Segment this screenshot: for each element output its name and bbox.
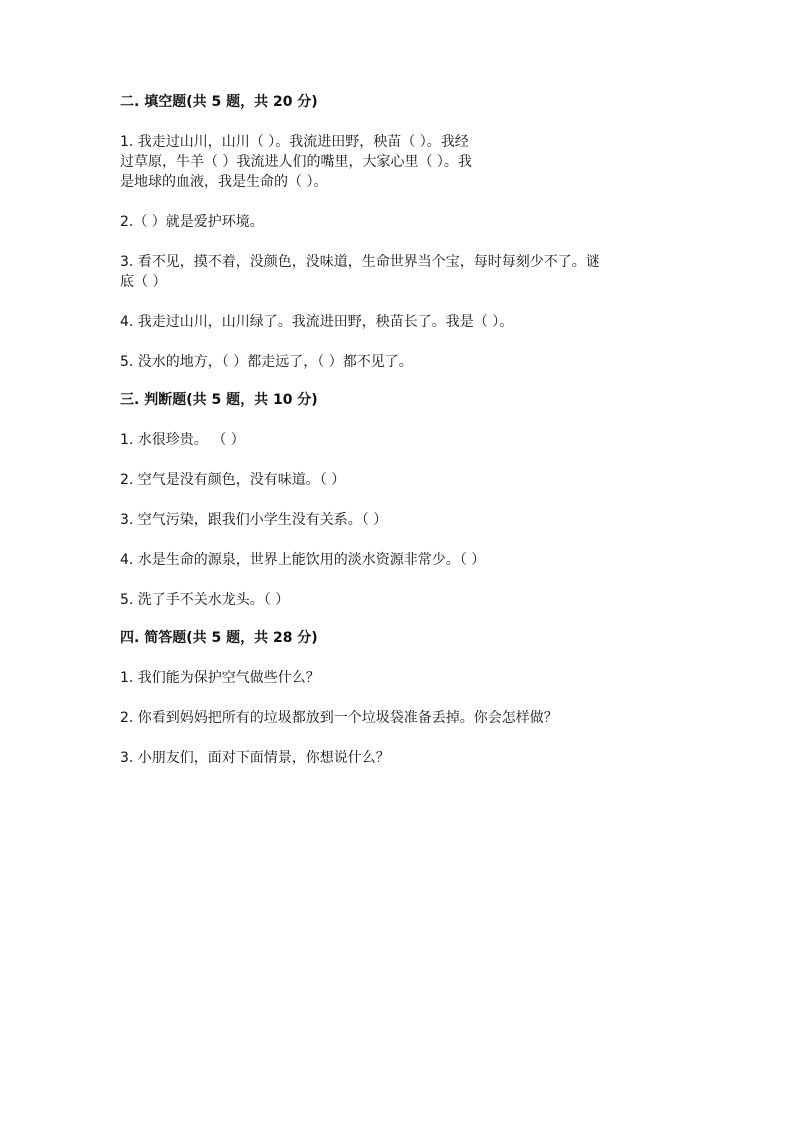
fill-blank-question-2 (120, 212, 680, 232)
question-line: 3. 看不见，摸不着，没颜色，没味道，生命世界当个宝，每时每刻少不了。谜 (120, 254, 600, 270)
judgment-question-4: 4. 水是生命的源泉，世界上能饮用的淡水资源非常少。（ ） (120, 552, 486, 568)
short-answer-question-1: 1. 我们能为保护空气做些什么？ (120, 670, 320, 686)
short-answer-question-3: 3. 小朋友们，面对下面情景，你想说什么？ (120, 750, 390, 766)
judgment-question-1: 1. 水很珍贵。 （ ） (120, 432, 245, 448)
worksheet-content (120, 92, 680, 768)
fill-blank-question-5 (120, 352, 680, 372)
fill-blank-question-1 (120, 132, 680, 192)
question-line: 2.（ ）就是爱护环境。 (120, 214, 264, 230)
question-line: 1. 我走过山川，山川（ ）。我流进田野，秧苗（ ）。我经 (120, 134, 469, 150)
judgment-question-5: 5. 洗了手不关水龙头。（ ） (120, 592, 290, 608)
question-line: 是地球的血液，我是生命的（ ）。 (120, 174, 328, 190)
fill-blank-question-3 (120, 252, 680, 292)
short-answer-question-2: 2. 你看到妈妈把所有的垃圾都放到一个垃圾袋准备丢掉。你会怎样做？ (120, 710, 558, 726)
section-title-judgment: 三. 判断题(共 5 题，共 10 分) (120, 392, 318, 408)
question-line: 过草原，牛羊（ ）我流进人们的嘴里，大家心里（ ）。我 (120, 154, 472, 170)
judgment-question-2: 2. 空气是没有颜色，没有味道。（ ） (120, 472, 346, 488)
fill-blank-question-4 (120, 312, 680, 332)
section-title-short-answer: 四. 简答题(共 5 题，共 28 分) (120, 630, 318, 646)
question-line: 5. 没水的地方，（ ）都走远了，（ ）都不见了。 (120, 354, 413, 370)
question-line: 底（ ） (120, 274, 167, 290)
judgment-question-3: 3. 空气污染，跟我们小学生没有关系。（ ） (120, 512, 388, 528)
section-title-fill-blank: 二. 填空题(共 5 题，共 20 分) (120, 94, 318, 110)
question-line: 4. 我走过山川，山川绿了。我流进田野，秧苗长了。我是（ ）。 (120, 314, 514, 330)
